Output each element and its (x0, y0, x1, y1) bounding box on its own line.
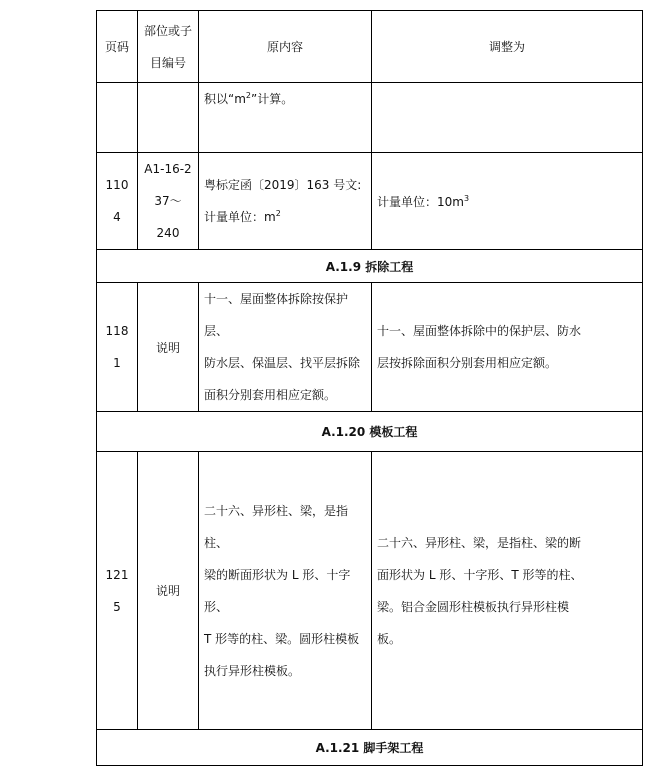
header-adjusted: 调整为 (372, 11, 643, 83)
row-1104-code-line-1: A1-16-2 (144, 162, 192, 176)
row-1104-code (138, 153, 199, 250)
table-row-continuation (97, 83, 643, 153)
row-1215-page-line-1: 121 (105, 567, 129, 582)
row-1215-adjusted-line-3: 梁。铝合金圆形柱模板执行异形柱模 (377, 599, 570, 614)
row-1181-original-line-2: 防水层、保温层、找平层拆除 (204, 356, 361, 370)
cont-code-cell (138, 83, 199, 153)
section-row-a121 (97, 730, 643, 766)
header-part-code (138, 11, 199, 83)
row-1104-original-line-2-text: 计量单位：m (204, 210, 276, 224)
header-row (97, 11, 643, 83)
header-part-line-2: 目编号 (149, 55, 186, 70)
row-1181-original (199, 283, 372, 412)
row-1104-adjusted-sup: 3 (463, 193, 470, 203)
row-1104-original (199, 153, 372, 250)
table-row-1215 (97, 452, 643, 730)
row-1215-code: 说明 (138, 452, 199, 730)
section-title-a121: A.1.21 脚手架工程 (97, 730, 643, 766)
row-1104-page (97, 153, 138, 250)
section-title-a19: A.1.9 拆除工程 (97, 250, 643, 283)
row-1104-page-line-1: 110 (105, 178, 129, 192)
section-title-a120: A.1.20 模板工程 (97, 412, 643, 452)
cont-page-cell (97, 83, 138, 153)
row-1181-page-line-2: 1 (113, 356, 121, 370)
row-1215-original-line-4: 执行异形柱模板。 (204, 663, 301, 678)
row-1181-adjusted-line-2: 层按拆除面积分别套用相应定额。 (377, 356, 558, 370)
row-1181-code: 说明 (138, 283, 199, 412)
row-1215-original-line-3: T 形等的柱、梁。圆形柱模板 (204, 631, 360, 646)
row-1181-adjusted (372, 283, 643, 412)
cont-original-sup: 2 (245, 91, 252, 100)
row-1215-adjusted-line-4: 板。 (377, 631, 402, 646)
header-part-line-1: 部位或子 (143, 23, 192, 38)
row-1215-page-line-2: 5 (113, 599, 121, 614)
cont-original-cell (199, 83, 372, 153)
row-1181-original-line-1: 十一、屋面整体拆除按保护层、 (204, 292, 349, 338)
row-1181-adjusted-line-1: 十一、屋面整体拆除中的保护层、防水 (377, 324, 582, 338)
row-1181-original-line-3: 面积分别套用相应定额。 (204, 388, 337, 402)
row-1104-adjusted (372, 153, 643, 250)
row-1215-adjusted-line-2: 面形状为 L 形、十字形、T 形等的柱、 (377, 567, 583, 582)
section-row-a120 (97, 412, 643, 452)
section-row-a19 (97, 250, 643, 283)
row-1104-original-sup: 2 (275, 209, 281, 218)
row-1215-adjusted-line-1: 二十六、异形柱、梁，是指柱、梁的断 (377, 535, 582, 550)
header-original: 原内容 (199, 11, 372, 83)
row-1181-page-line-1: 118 (105, 324, 129, 338)
row-1104-original-line-2 (204, 201, 366, 233)
row-1215-original-line-2: 梁的断面形状为 L 形、十字形、 (204, 567, 351, 614)
cont-original-prefix: 积以“m (204, 92, 246, 106)
row-1104-code-line-2: 37～240 (154, 194, 182, 240)
table-row-1181 (97, 283, 643, 412)
row-1215-adjusted (372, 452, 643, 730)
row-1104-original-line-1: 粤标定函〔2019〕163 号文: (204, 178, 362, 192)
row-1104-page-line-2: 4 (113, 210, 121, 224)
row-1215-original-line-1: 二十六、异形柱、梁，是指柱、 (204, 503, 349, 550)
adjustment-table (96, 10, 643, 766)
row-1104-adjusted-text: 计量单位：10m (377, 194, 464, 209)
row-1181-page (97, 283, 138, 412)
cont-adjusted-cell (372, 83, 643, 153)
row-1215-original (199, 452, 372, 730)
row-1215-page (97, 452, 138, 730)
cont-original-suffix: ”计算。 (251, 92, 294, 106)
table-row-1104 (97, 153, 643, 250)
header-page-no: 页码 (97, 11, 138, 83)
